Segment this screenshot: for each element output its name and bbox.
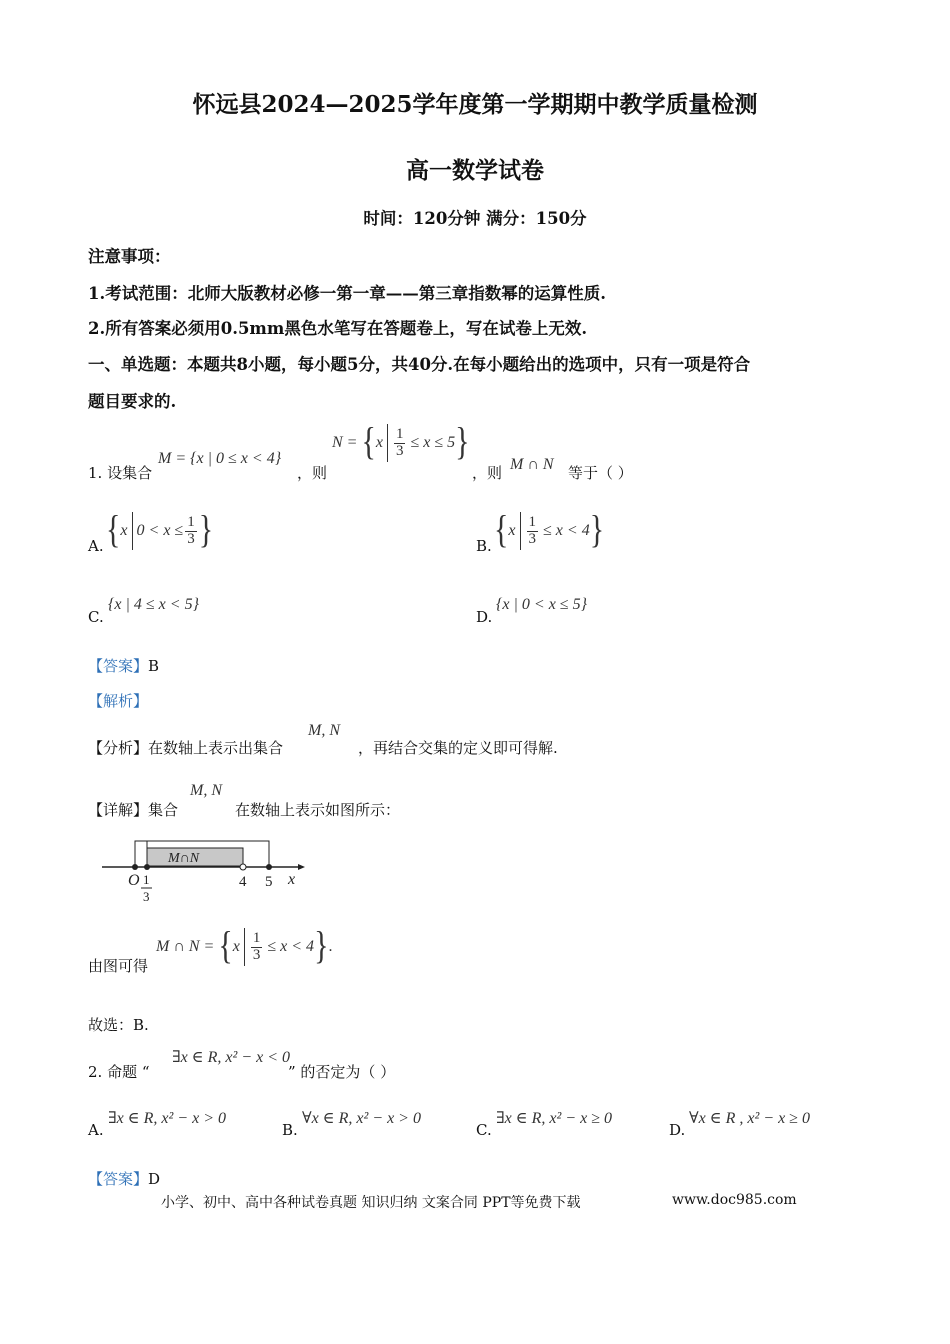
q1-suffix: 等于（ ） — [568, 464, 633, 482]
number-line-figure — [98, 836, 308, 908]
section-heading-line2: 题目要求的. — [88, 392, 177, 411]
q1-set-n: N = { x $\frac{1}{3}$ ≤ x ≤ 5 } — [332, 420, 470, 464]
q2-answer: 【答案】D — [88, 1170, 161, 1188]
q1-option-d: {x | 0 < x ≤ 5} — [496, 596, 587, 613]
exam-title: 怀远县2024—2025学年度第一学期期中教学质量检测 — [192, 91, 758, 118]
notes-heading: 注意事项： — [88, 247, 171, 266]
axis-variable-label: x — [288, 871, 296, 888]
point-four — [240, 864, 246, 870]
q1-option-c-label: C. — [88, 608, 104, 626]
q1-set-n-var: x — [375, 434, 383, 451]
footer-text: 小学、初中、高中各种试卷真题 知识归纳 文案合同 PPT等免费下载 — [161, 1195, 581, 1211]
q2-option-a: ∃x ∈ R, x² − x > 0 — [108, 1110, 226, 1127]
q1-prefix: 1. 设集合 — [88, 464, 153, 482]
q1-detail-b: 在数轴上表示如图所示： — [235, 801, 401, 819]
q2-option-b-label: B. — [282, 1121, 298, 1139]
q1-fenxi-b: ，再结合交集的定义即可得解. — [358, 739, 558, 757]
q2-option-c-label: C. — [476, 1121, 492, 1139]
q1-mid2: ，则 — [472, 464, 503, 482]
footer-url[interactable]: www.doc985.com — [672, 1192, 797, 1208]
q1-result-set: M ∩ N = { x $\frac{1}{3}$ ≤ x < 4 } . — [156, 924, 333, 968]
origin-label: O — [128, 872, 140, 889]
q1-from-figure: 由图可得 — [88, 957, 149, 975]
notes-item-2: 2.所有答案必须用0.5mm黑色水笔写在答题卷上，写在试卷上无效. — [88, 319, 588, 338]
box-label: M∩N — [168, 851, 200, 866]
q2-option-d-label: D. — [669, 1121, 686, 1139]
tick-five-label: 5 — [265, 874, 273, 890]
q1-detail: 【详解】集合 — [88, 801, 179, 819]
q1-option-c: {x | 4 ≤ x < 5} — [108, 596, 199, 613]
point-five — [266, 864, 272, 870]
tick-one-third-num: 1 — [143, 872, 150, 887]
point-origin — [132, 864, 138, 870]
notes-item-1: 1.考试范围：北师大版教材必修一第一章——第三章指数幂的运算性质. — [88, 284, 606, 303]
q2-suffix: ” 的否定为（ ） — [288, 1063, 396, 1081]
q1-choose: 故选：B. — [88, 1016, 149, 1034]
q1-analysis-label: 【解析】 — [88, 692, 149, 710]
q1-mid1: ，则 — [297, 464, 328, 482]
q1-intersection: M ∩ N — [510, 456, 554, 473]
tick-one-third-den: 3 — [143, 889, 150, 904]
q2-prefix: 2. 命题 “ — [88, 1063, 150, 1081]
point-one-third — [144, 864, 150, 870]
q2-option-a-label: A. — [88, 1121, 104, 1139]
exam-subtitle: 高一数学试卷 — [406, 157, 544, 184]
time-info: 时间：120分钟 满分：150分 — [363, 209, 587, 228]
q1-set-n-rhs: ≤ x ≤ 5 — [410, 434, 456, 451]
q1-set-n-frac: $\frac{1}{3}$ — [395, 425, 404, 459]
q2-option-b: ∀x ∈ R, x² − x > 0 — [302, 1110, 421, 1127]
q2-option-c: ∃x ∈ R, x² − x ≥ 0 — [496, 1110, 612, 1127]
q1-option-d-label: D. — [476, 608, 493, 626]
fenxi-label: 【分析】 — [88, 739, 149, 757]
q1-set-m: M = {x | 0 ≤ x < 4} — [158, 450, 282, 467]
q2-proposition: ∃x ∈ R, x² − x < 0 — [172, 1049, 290, 1066]
q1-answer: 【答案】B — [88, 657, 160, 675]
axis-arrow — [298, 864, 305, 870]
section-heading-line1: 一、单选题：本题共8小题，每小题5分，共40分.在每小题给出的选项中，只有一项是符合 — [88, 355, 751, 374]
q1-detail-mn: M, N — [190, 782, 222, 799]
q1-option-a-label: A. — [88, 537, 104, 555]
q1-fenxi: 【分析】在数轴上表示出集合 — [88, 739, 284, 757]
q1-set-n-lhs: N = — [332, 434, 358, 451]
q2-option-d: ∀x ∈ R , x² − x ≥ 0 — [689, 1110, 810, 1127]
q1-fenxi-mn: M, N — [308, 722, 340, 739]
q1-option-a: { x 0 < x ≤ $\frac{1}{3}$ } — [106, 508, 214, 552]
tick-four-label: 4 — [239, 874, 247, 890]
detail-label: 【详解】 — [88, 801, 149, 819]
q1-option-b: { x $\frac{1}{3}$ ≤ x < 4 } — [494, 508, 605, 552]
q1-option-b-label: B. — [476, 537, 492, 555]
